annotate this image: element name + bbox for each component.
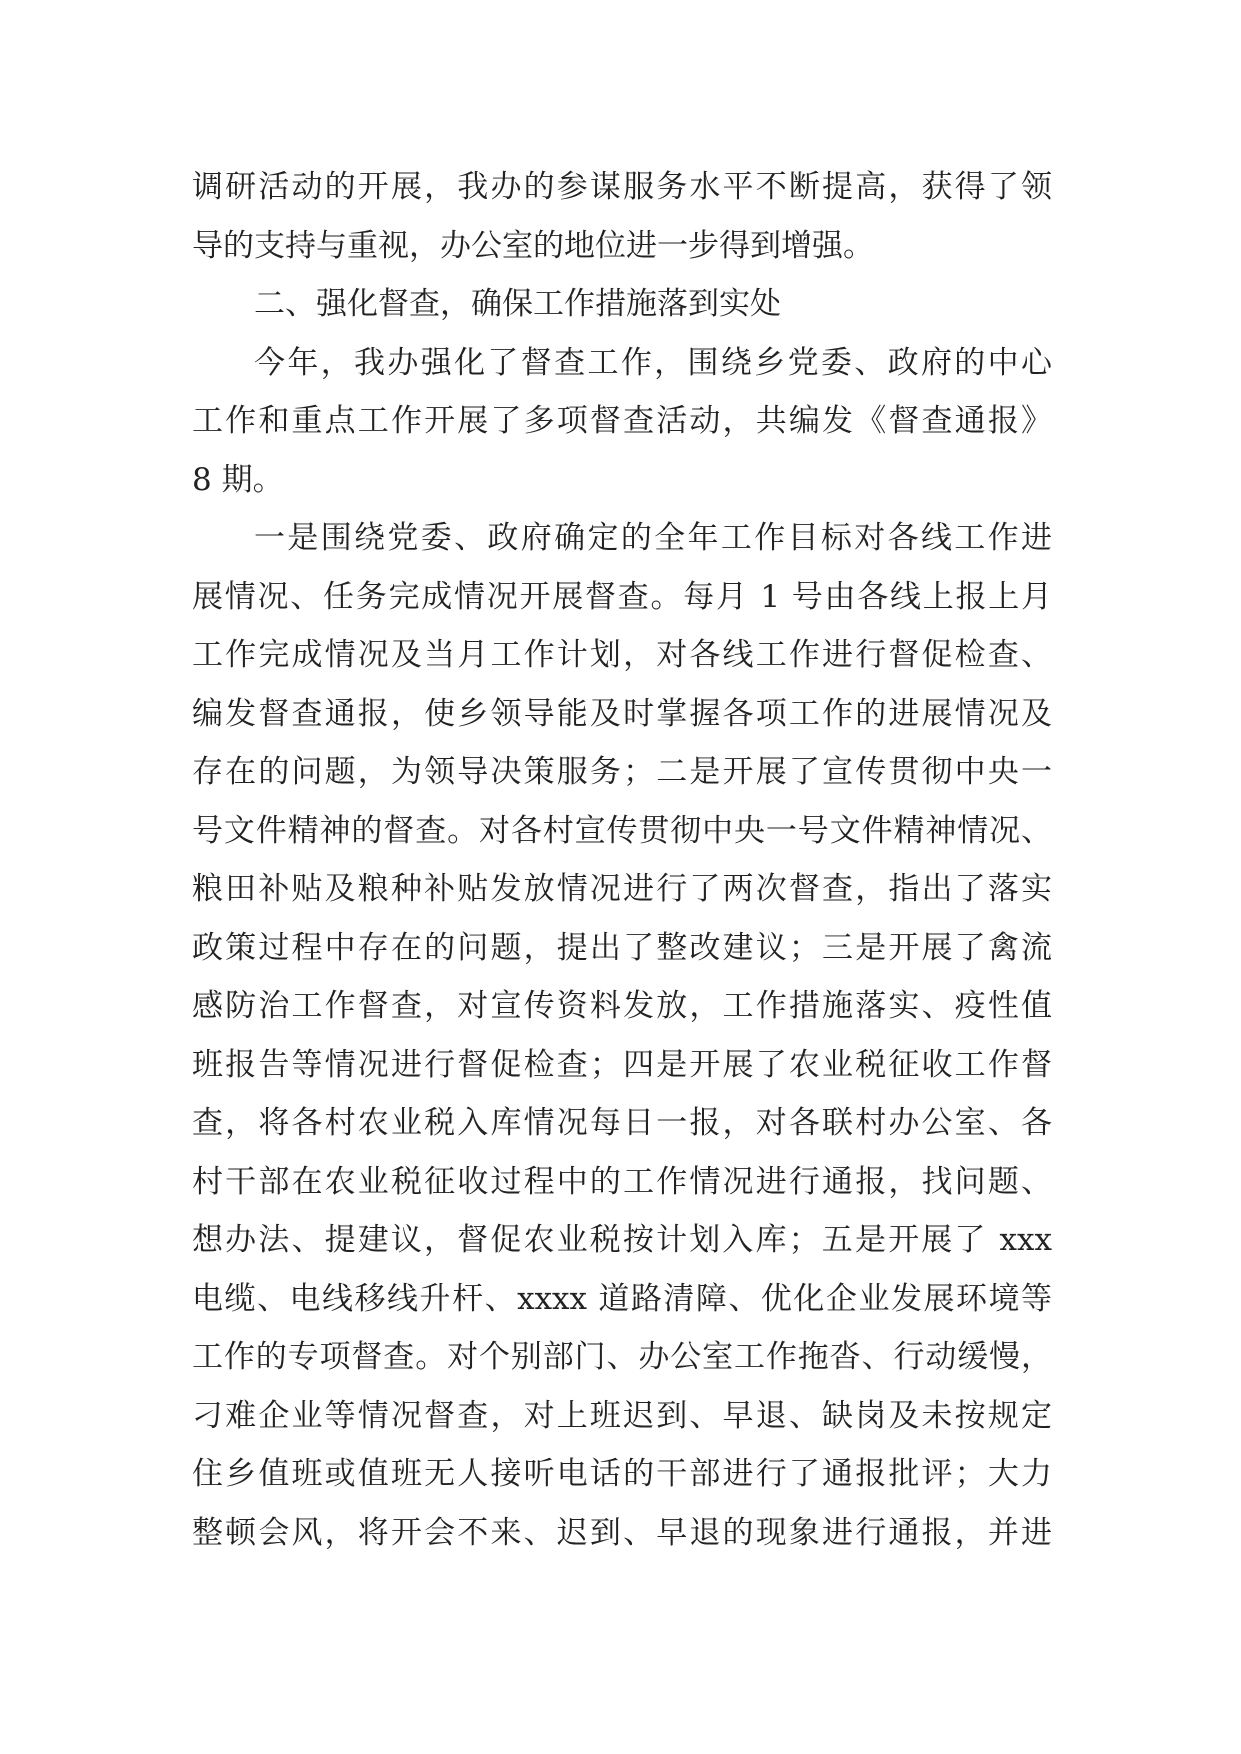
text-line: 刁难企业等情况督查，对上班迟到、早退、缺岗及未按规定: [192, 1397, 1052, 1434]
text-line: 存在的问题，为领导决策服务；二是开展了宣传贯彻中央一: [192, 754, 1052, 790]
text-line: 今年，我办强化了督查工作，围绕乡党委、政府的中心: [254, 344, 1052, 381]
text-line: 调研活动的开展，我办的参谋服务水平不断提高，获得了领: [192, 169, 1052, 205]
text-line: 政策过程中存在的问题，提出了整改建议；三是开展了禽流: [192, 929, 1052, 966]
text-line: 整顿会风，将开会不来、迟到、早退的现象进行通报，并进: [192, 1514, 1052, 1551]
text-line: 8 期。: [192, 461, 284, 498]
text-line: 村干部在农业税征收过程中的工作情况进行通报，找问题、: [192, 1163, 1052, 1200]
text-line: 想办法、提建议，督促农业税按计划入库；五是开展了 xxx: [192, 1222, 1052, 1258]
text-line: 感防治工作督查，对宣传资料发放，工作措施落实、疫性值: [192, 988, 1052, 1024]
text-line: 导的支持与重视，办公室的地位进一步得到增强。: [192, 227, 874, 264]
text-line: 工作完成情况及当月工作计划，对各线工作进行督促检查、: [192, 637, 1052, 673]
text-line: 号文件精神的督查。对各村宣传贯彻中央一号文件精神情况、: [192, 812, 1052, 849]
text-line: 展情况、任务完成情况开展督查。每月 1 号由各线上报上月: [192, 578, 1052, 615]
text-line: 电缆、电线移线升杆、xxxx 道路清障、优化企业发展环境等: [192, 1280, 1052, 1317]
text-line: 工作的专项督查。对个别部门、办公室工作拖沓、行动缓慢，: [192, 1339, 1052, 1375]
text-line: 编发督查通报，使乡领导能及时掌握各项工作的进展情况及: [192, 695, 1052, 732]
text-line: 住乡值班或值班无人接听电话的干部进行了通报批评；大力: [192, 1456, 1052, 1492]
document-body: [192, 158, 1052, 1562]
text-line: 一是围绕党委、政府确定的全年工作目标对各线工作进: [254, 520, 1052, 556]
text-line: 粮田补贴及粮种补贴发放情况进行了两次督查，指出了落实: [192, 871, 1052, 907]
section-heading: 二、强化督查，确保工作措施落到实处: [254, 286, 781, 322]
text-line: 工作和重点工作开展了多项督查活动，共编发《督查通报》: [192, 403, 1052, 439]
text-line: 班报告等情况进行督促检查；四是开展了农业税征收工作督: [192, 1046, 1052, 1083]
text-line: 查，将各村农业税入库情况每日一报，对各联村办公室、各: [192, 1105, 1052, 1141]
